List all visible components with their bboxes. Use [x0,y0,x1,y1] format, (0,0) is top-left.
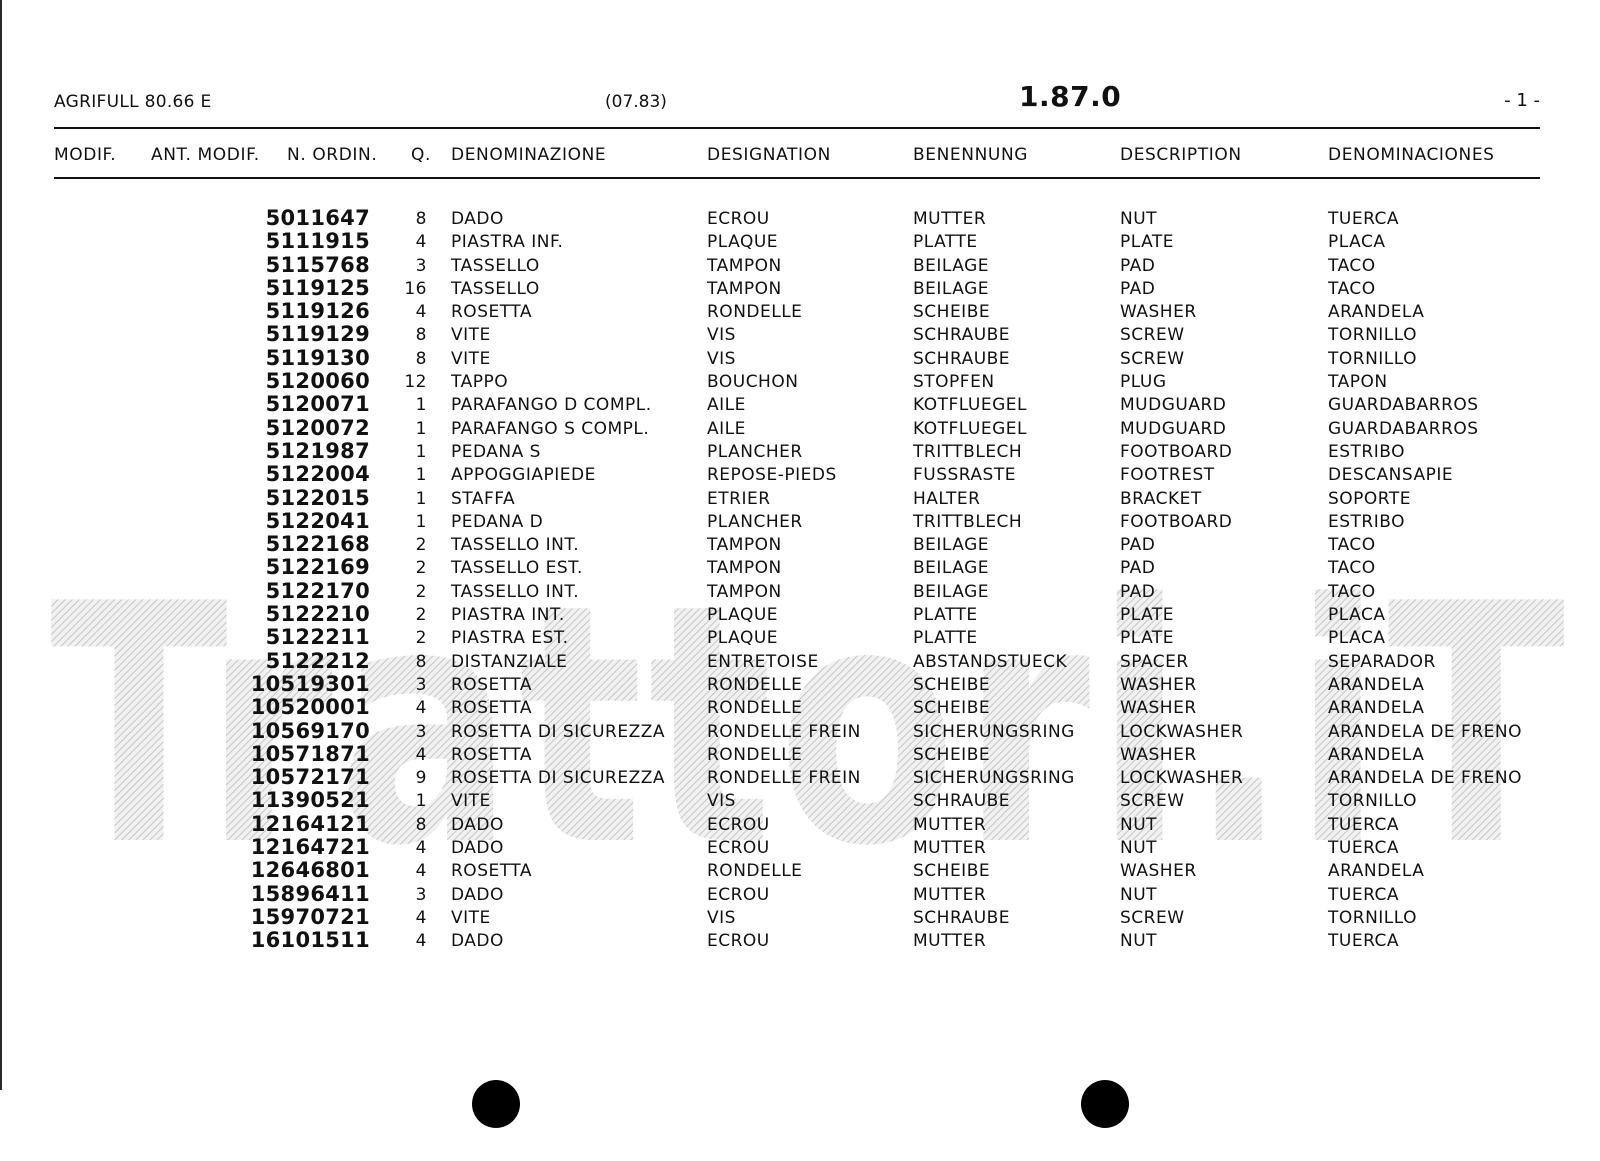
name-spanish: ARANDELA [1328,744,1425,765]
name-french: PLANCHER [707,441,803,462]
part-number: 10571871 [250,741,370,766]
name-english: SCREW [1120,325,1185,346]
quantity: 3 [415,674,427,695]
table-row [0,859,1600,882]
table-row [0,813,1600,836]
name-italian: TASSELLO INT. [451,535,580,556]
quantity: 12 [404,372,427,393]
name-german: BEILAGE [913,278,990,299]
name-german: MUTTER [913,209,987,229]
name-english: PLATE [1120,232,1175,253]
name-french: TAMPON [707,581,782,602]
name-german: BEILAGE [913,581,990,602]
part-number: 10519301 [250,671,370,696]
name-italian: PARAFANGO D COMPL. [451,395,652,416]
table-row [0,883,1600,906]
table-row [0,650,1600,673]
name-spanish: DESCANSAPIE [1328,465,1454,486]
quantity: 1 [415,511,427,532]
name-german: SCHRAUBE [913,791,1011,812]
name-french: RONDELLE [707,861,803,882]
name-spanish: TUERCA [1328,209,1400,229]
part-number: 5122212 [265,648,370,673]
name-english: PLUG [1120,372,1167,393]
name-french: ECROU [707,838,770,859]
part-number: 16101511 [250,928,370,953]
name-italian: TASSELLO [451,278,540,299]
name-german: TRITTBLECH [913,441,1023,462]
part-number: 5122015 [265,485,370,510]
quantity: 3 [415,721,427,742]
name-italian: PIASTRA EST. [451,628,569,649]
name-french: VIS [707,791,736,812]
page-header [54,78,1540,118]
name-french: RONDELLE [707,674,803,695]
name-french: PLAQUE [707,605,779,626]
quantity: 3 [415,884,427,905]
name-spanish: TACO [1328,255,1376,276]
name-german: SICHERUNGSRING [913,721,1075,742]
part-number: 5120060 [265,369,370,394]
name-spanish: ARANDELA [1328,698,1425,719]
col-ant-modif: ANT. MODIF. [151,145,260,165]
name-german: KOTFLUEGEL [913,418,1027,439]
name-english: BRACKET [1120,488,1202,509]
name-english: WASHER [1120,674,1197,695]
name-spanish: ARANDELA [1328,674,1425,695]
model-name: AGRIFULL 80.66 E [54,92,212,112]
name-french: ENTRETOISE [707,651,819,672]
table-row [0,417,1600,440]
name-german: PLATTE [913,605,978,626]
name-italian: PEDANA S [451,441,541,462]
table-row [0,463,1600,486]
name-spanish: ESTRIBO [1328,441,1405,462]
col-modif: MODIF. [54,145,117,165]
name-french: RONDELLE [707,698,803,719]
name-french: TAMPON [707,278,782,299]
quantity: 1 [415,395,427,416]
table-row [0,254,1600,277]
name-french: RONDELLE FREIN [707,768,861,789]
part-number: 5119125 [265,275,370,300]
name-italian: PEDANA D [451,511,544,532]
name-italian: ROSETTA [451,861,533,882]
name-german: SCHEIBE [913,302,991,323]
name-german: STOPFEN [913,372,995,393]
name-english: LOCKWASHER [1120,721,1244,742]
name-french: REPOSE-PIEDS [707,465,837,486]
name-italian: TAPPO [451,372,509,393]
name-french: VIS [707,325,736,346]
name-spanish: PLACA [1328,232,1386,253]
part-number: 5111915 [265,229,370,254]
table-row [0,766,1600,789]
name-english: WASHER [1120,744,1197,765]
name-italian: DADO [451,884,504,905]
name-italian: ROSETTA DI SICUREZZA [451,768,666,789]
name-spanish: TACO [1328,535,1376,556]
quantity: 8 [415,814,427,835]
name-french: TAMPON [707,255,782,276]
quantity: 8 [415,325,427,346]
name-italian: ROSETTA [451,698,533,719]
quantity: 4 [415,931,427,952]
name-french: ECROU [707,209,770,229]
name-italian: PIASTRA INT. [451,605,565,626]
quantity: 4 [415,861,427,882]
punch-hole-left [472,1080,520,1128]
col-qty: Q. [411,145,431,165]
part-number: 10520001 [250,695,370,720]
part-number: 5121987 [265,438,370,463]
col-description: DESCRIPTION [1120,145,1242,165]
part-number: 5120072 [265,415,370,440]
table-row [0,743,1600,766]
section-number: 1.87.0 [1019,80,1122,113]
table-row [0,300,1600,323]
name-spanish: TUERCA [1328,838,1400,859]
part-number: 5119129 [265,322,370,347]
name-english: PAD [1120,558,1156,579]
quantity: 4 [415,838,427,859]
part-number: 15970721 [250,904,370,929]
watermark-text: Trattori.iT [50,534,1570,905]
quantity: 4 [415,302,427,323]
name-french: RONDELLE [707,744,803,765]
name-spanish: TUERCA [1328,814,1400,835]
name-english: NUT [1120,884,1158,905]
parts-list [0,207,1600,953]
table-row [0,277,1600,300]
quantity: 8 [415,348,427,369]
col-benennung: BENENNUNG [913,145,1029,165]
name-german: MUTTER [913,931,987,952]
name-german: SCHRAUBE [913,348,1011,369]
quantity: 16 [404,278,427,299]
name-italian: ROSETTA [451,744,533,765]
part-number: 15896411 [250,881,370,906]
table-row [0,580,1600,603]
name-spanish: GUARDABARROS [1328,395,1479,416]
name-spanish: TAPON [1328,372,1388,393]
name-italian: VITE [451,325,491,346]
name-german: MUTTER [913,884,987,905]
part-number: 5122168 [265,532,370,557]
name-german: PLATTE [913,232,978,253]
name-spanish: TUERCA [1328,931,1400,952]
table-row [0,207,1600,230]
name-german: SCHRAUBE [913,325,1011,346]
name-english: PLATE [1120,605,1175,626]
punch-hole-right [1081,1080,1129,1128]
name-english: MUDGUARD [1120,418,1227,439]
name-italian: TASSELLO [451,255,540,276]
name-english: NUT [1120,931,1158,952]
table-row [0,626,1600,649]
name-spanish: GUARDABARROS [1328,418,1479,439]
col-denominazione: DENOMINAZIONE [451,145,607,165]
name-italian: PARAFANGO S COMPL. [451,418,650,439]
name-german: SCHEIBE [913,698,991,719]
part-number: 5011647 [265,206,370,230]
part-number: 10569170 [250,718,370,743]
name-german: MUTTER [913,838,987,859]
name-spanish: SOPORTE [1328,488,1412,509]
name-english: PAD [1120,255,1156,276]
table-row [0,789,1600,812]
quantity: 1 [415,441,427,462]
name-italian: TASSELLO EST. [451,558,583,579]
name-english: FOOTREST [1120,465,1215,486]
table-row [0,440,1600,463]
table-row [0,347,1600,370]
name-spanish: TORNILLO [1328,791,1418,812]
quantity: 1 [415,418,427,439]
table-row [0,603,1600,626]
name-italian: TASSELLO INT. [451,581,580,602]
name-german: TRITTBLECH [913,511,1023,532]
name-english: PAD [1120,581,1156,602]
name-spanish: ESTRIBO [1328,511,1405,532]
part-number: 12164721 [250,835,370,860]
name-french: TAMPON [707,535,782,556]
name-italian: ROSETTA DI SICUREZZA [451,721,666,742]
quantity: 8 [415,209,427,229]
part-number: 5122210 [265,602,370,627]
quantity: 3 [415,255,427,276]
name-german: SCHEIBE [913,744,991,765]
name-english: PAD [1120,535,1156,556]
table-row [0,673,1600,696]
name-french: TAMPON [707,558,782,579]
quantity: 4 [415,232,427,253]
table-row [0,510,1600,533]
part-number: 5122169 [265,555,370,580]
name-french: RONDELLE FREIN [707,721,861,742]
name-english: LOCKWASHER [1120,768,1244,789]
name-french: VIS [707,348,736,369]
name-french: AILE [707,418,746,439]
name-english: NUT [1120,814,1158,835]
col-denominaciones: DENOMINACIONES [1328,145,1495,165]
part-number: 12646801 [250,858,370,883]
name-french: PLAQUE [707,628,779,649]
name-spanish: TORNILLO [1328,325,1418,346]
part-number: 5122211 [265,625,370,650]
page-number: - 1 - [1504,90,1540,111]
name-german: SCHEIBE [913,861,991,882]
part-number: 5119130 [265,345,370,370]
name-italian: PIASTRA INF. [451,232,564,253]
table-row [0,533,1600,556]
name-french: PLAQUE [707,232,779,253]
name-spanish: PLACA [1328,605,1386,626]
table-row [0,929,1600,952]
name-english: WASHER [1120,861,1197,882]
col-designation: DESIGNATION [707,145,831,165]
name-spanish: TORNILLO [1328,348,1418,369]
name-german: BEILAGE [913,255,990,276]
part-number: 5119126 [265,299,370,324]
name-german: FUSSRASTE [913,465,1016,486]
name-french: ETRIER [707,488,771,509]
header-rule-bottom [54,177,1540,179]
name-italian: VITE [451,791,491,812]
quantity: 1 [415,488,427,509]
name-spanish: TACO [1328,581,1376,602]
header-rule-top [54,127,1540,129]
name-spanish: TUERCA [1328,884,1400,905]
name-german: BEILAGE [913,535,990,556]
name-german: SICHERUNGSRING [913,768,1075,789]
name-italian: DADO [451,814,504,835]
name-english: FOOTBOARD [1120,441,1233,462]
name-english: MUDGUARD [1120,395,1227,416]
name-german: SCHEIBE [913,674,991,695]
name-german: PLATTE [913,628,978,649]
name-spanish: TORNILLO [1328,907,1418,928]
name-english: SCREW [1120,791,1185,812]
name-english: FOOTBOARD [1120,511,1233,532]
table-row [0,720,1600,743]
name-french: ECROU [707,814,770,835]
name-english: PLATE [1120,628,1175,649]
table-row [0,836,1600,859]
name-french: PLANCHER [707,511,803,532]
quantity: 2 [415,558,427,579]
part-number: 5122004 [265,462,370,487]
name-spanish: ARANDELA [1328,861,1425,882]
table-row [0,906,1600,929]
name-english: WASHER [1120,302,1197,323]
name-italian: DADO [451,209,504,229]
name-english: NUT [1120,209,1158,229]
name-spanish: PLACA [1328,628,1386,649]
name-spanish: SEPARADOR [1328,651,1436,672]
part-number: 5120071 [265,392,370,417]
name-spanish: ARANDELA [1328,302,1425,323]
name-english: PAD [1120,278,1156,299]
name-german: ABSTANDSTUECK [913,651,1068,672]
quantity: 9 [415,768,427,789]
name-english: SPACER [1120,651,1189,672]
table-row [0,370,1600,393]
name-german: SCHRAUBE [913,907,1011,928]
name-german: HALTER [913,488,981,509]
name-english: SCREW [1120,348,1185,369]
name-french: ECROU [707,884,770,905]
name-italian: ROSETTA [451,674,533,695]
name-english: WASHER [1120,698,1197,719]
col-n-ordin: N. ORDIN. [287,145,378,165]
part-number: 10572171 [250,765,370,790]
part-number: 5115768 [265,252,370,277]
name-italian: DISTANZIALE [451,651,568,672]
part-number: 5122170 [265,578,370,603]
table-row [0,487,1600,510]
name-italian: VITE [451,907,491,928]
name-german: KOTFLUEGEL [913,395,1027,416]
table-row [0,230,1600,253]
name-french: VIS [707,907,736,928]
name-italian: VITE [451,348,491,369]
quantity: 2 [415,605,427,626]
name-english: NUT [1120,838,1158,859]
name-spanish: ARANDELA DE FRENO [1328,721,1522,742]
name-english: SCREW [1120,907,1185,928]
table-row [0,323,1600,346]
name-spanish: TACO [1328,278,1376,299]
part-number: 11390521 [250,788,370,813]
name-italian: ROSETTA [451,302,533,323]
name-german: MUTTER [913,814,987,835]
quantity: 4 [415,698,427,719]
name-italian: DADO [451,838,504,859]
part-number: 5122041 [265,508,370,533]
name-french: BOUCHON [707,372,799,393]
table-row [0,556,1600,579]
edition-date: (07.83) [605,92,667,112]
quantity: 2 [415,628,427,649]
name-italian: STAFFA [451,488,516,509]
name-italian: DADO [451,931,504,952]
name-french: ECROU [707,931,770,952]
table-row [0,393,1600,416]
name-italian: APPOGGIAPIEDE [451,465,596,486]
table-row [0,696,1600,719]
part-number: 12164121 [250,811,370,836]
name-german: BEILAGE [913,558,990,579]
quantity: 2 [415,535,427,556]
name-spanish: ARANDELA DE FRENO [1328,768,1522,789]
quantity: 8 [415,651,427,672]
quantity: 4 [415,744,427,765]
quantity: 4 [415,907,427,928]
quantity: 2 [415,581,427,602]
quantity: 1 [415,791,427,812]
name-french: RONDELLE [707,302,803,323]
name-spanish: TACO [1328,558,1376,579]
name-french: AILE [707,395,746,416]
quantity: 1 [415,465,427,486]
